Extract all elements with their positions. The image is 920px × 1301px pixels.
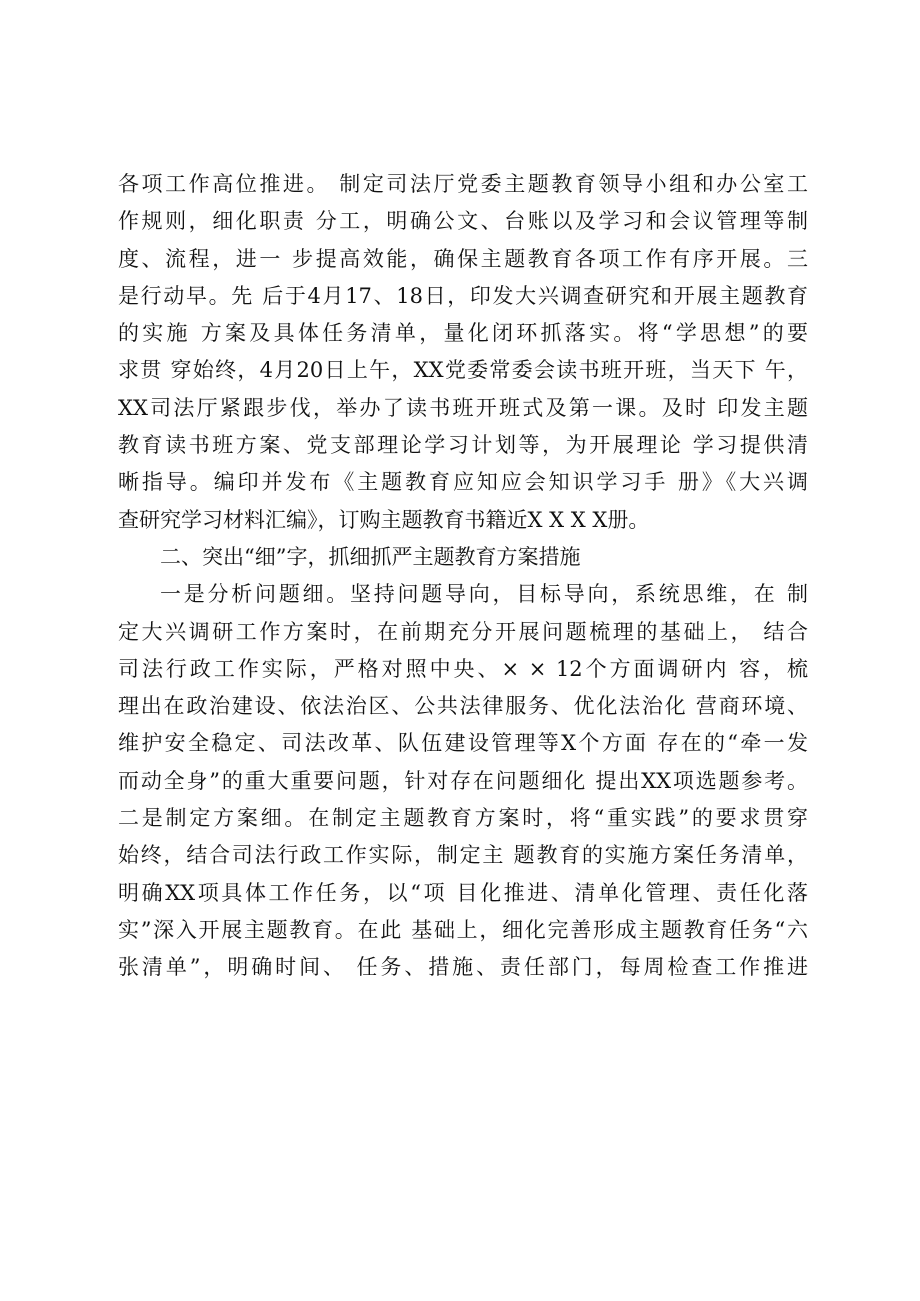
text-line: 求贯 穿始终，4月20日上午，XX党委常委会读书班开班，当天下 午，: [118, 358, 808, 383]
text-line: 而动全身”的重大重要问题，针对存在问题细化 提出XX项选题参考。: [118, 768, 808, 793]
text-line: 司法行政工作实际，严格对照中央、× × 12个方面调研内 容，梳: [118, 656, 808, 681]
document-body: [118, 166, 808, 987]
text-line: 明确XX项具体工作任务，以“项 目化推进、清单化管理、责任化落: [118, 880, 808, 905]
text-line: 一是分析问题细。坚持问题导向，目标导向，系统思维，在 制: [160, 582, 808, 607]
text-line: 各项工作高位推进。 制定司法厅党委主题教育领导小组和办公室工: [118, 172, 808, 196]
text-line: 晰指导。编印并发布《主题教育应知应会知识学习手 册》《大兴调: [118, 470, 808, 495]
text-line: 理出在政治建设、依法治区、公共法律服务、优化法治化 营商环境、: [118, 694, 808, 719]
text-line: 二、突出“细”字，抓细抓严主题教育方案措施: [160, 544, 581, 569]
text-line: 二是制定方案细。在制定主题教育方案时，将“重实践”的要求贯穿: [118, 806, 808, 831]
text-line: 教育读书班方案、党支部理论学习计划等，为开展理论 学习提供清: [118, 433, 808, 458]
text-line: 维护安全稳定、司法改革、队伍建设管理等X个方面 存在的“牵一发: [118, 731, 808, 756]
text-line: 度、流程，进一 步提高效能，确保主题教育各项工作有序开展。三: [118, 246, 808, 271]
text-line: 实”深入开展主题教育。在此 基础上，细化完善形成主题教育任务“六: [118, 917, 808, 942]
text-line: 定大兴调研工作方案时，在前期充分开展问题梳理的基础上， 结合: [118, 619, 808, 644]
text-line: 作规则，细化职责 分工，明确公文、台账以及学习和会议管理等制: [118, 209, 808, 234]
text-line: XX司法厅紧跟步伐，举办了读书班开班式及第一课。及时 印发主题: [118, 395, 808, 420]
text-line: 是行动早。先 后于4月17、18日，印发大兴调查研究和开展主题教育: [118, 283, 808, 308]
text-line: 的实施 方案及具体任务清单，量化闭环抓落实。将“学思想”的要: [118, 321, 808, 346]
text-line: 查研究学习材料汇编》，订购主题教育书籍近X X X X册。: [118, 507, 650, 532]
text-line: 始终，结合司法行政工作实际，制定主 题教育的实施方案任务清单，: [118, 843, 808, 868]
text-line: 张清单”，明确时间、 任务、措施、责任部门，每周检查工作推进: [118, 955, 808, 980]
